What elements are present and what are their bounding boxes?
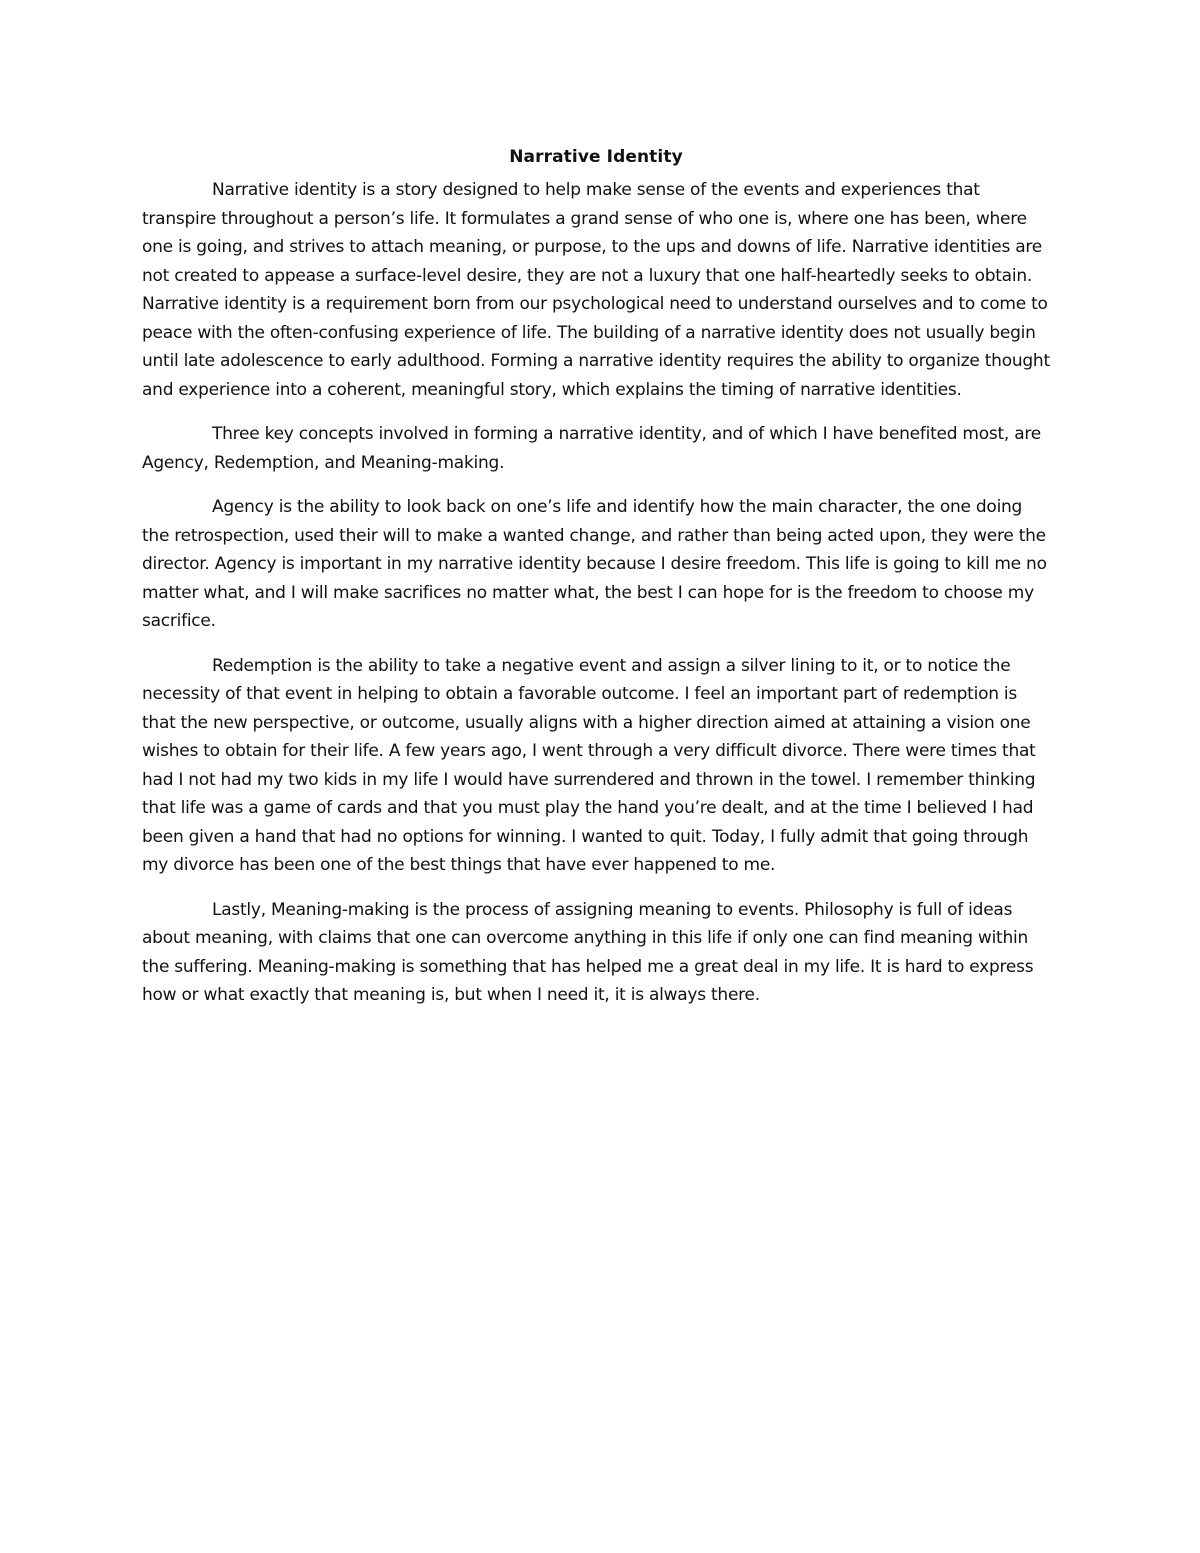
paragraph-redemption: Redemption is the ability to take a negative event and assign a silver lining to it, or to notice the necessity of that event in helping to obtain a favorable outcome. I feel an important part of redemption is that the new perspective, or outcome, usually aligns with a higher direction aimed at attaining a vision one wishes to obtain for their life. A few years ago, I went through a very difficult divorce. There were times that had I not had my two kids in my life I would have surrendered and thrown in the towel. I remember thinking that life was a game of cards and that you must play the hand you’re dealt, and at the time I believed I had been given a hand that had no options for winning. I wanted to quit. Today, I fully admit that going through my divorce has been one of the best things that have ever happened to me. <box>142 655 1036 875</box>
paragraph-agency: Agency is the ability to look back on one’s life and identify how the main character, the one doing the retrospection, used their will to make a wanted change, and rather than being acted upon, they were the director. Agency is important in my narrative identity because I desire freedom. This life is going to kill me no matter what, and I will make sacrifices no matter what, the best I can hope for is the freedom to choose my sacrifice. <box>142 497 1047 631</box>
document-title: Narrative Identity <box>509 147 683 167</box>
paragraph-key-concepts: Three key concepts involved in forming a narrative identity, and of which I have benefited most, are Agency, Redemption, and Meaning-making. <box>142 424 1041 473</box>
paragraph-meaning-making: Lastly, Meaning-making is the process of assigning meaning to events. Philosophy is full of ideas about meaning, with claims that one can overcome anything in this life if only one can find meaning within the suffering. Meaning-making is something that has helped me a great deal in my life. It is hard to express how or what exactly that meaning is, but when I need it, it is always there. <box>142 899 1034 1005</box>
paragraph-narrative-identity: Narrative identity is a story designed to help make sense of the events and experiences that transpire throughout a person’s life. It formulates a grand sense of who one is, where one has been, where one is going, and strives to attach meaning, or purpose, to the ups and downs of life. Narrative identities are not created to appease a surface-level desire, they are not a luxury that one half-heartedly seeks to obtain. Narrative identity is a requirement born from our psychological need to understand ourselves and to come to peace with the often-confusing experience of life. The building of a narrative identity does not usually begin until late adolescence to early adulthood. Forming a narrative identity requires the ability to organize thought and experience into a coherent, meaningful story, which explains the timing of narrative identities. <box>142 180 1050 400</box>
